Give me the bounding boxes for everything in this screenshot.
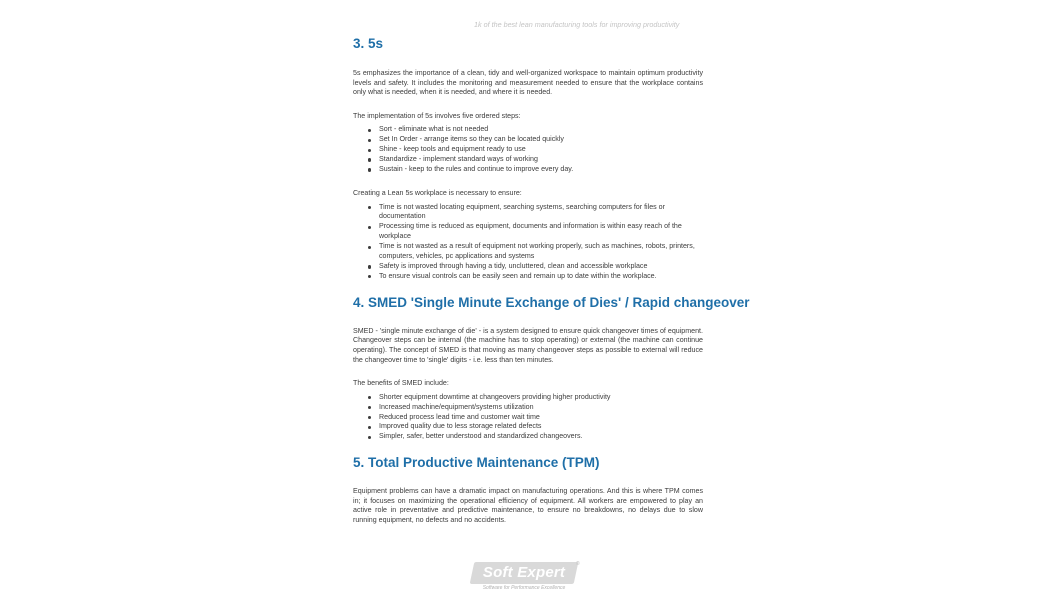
section-heading-smed: 4. SMED 'Single Minute Exchange of Dies' / Rapid changeover — [353, 294, 750, 310]
list-item: Simpler, safer, better understood and standardized changeovers. — [379, 432, 703, 442]
paragraph-smed-benefits-intro: The benefits of SMED include: — [353, 379, 449, 388]
list-item: Time is not wasted as a result of equipment not working properly, such as machines, robots, printers, computers, vehicles, pc applications and systems — [379, 242, 703, 262]
paragraph-5s-intro: 5s emphasizes the importance of a clean, tidy and well-organized workspace to maintain optimum productivity levels and safety. It includes the monitoring and measurement needed to ensure that the workplace contains only what is needed, when it is needed, and where it is needed. — [353, 69, 703, 97]
logo-tagline: Software for Performance Excellence — [482, 585, 566, 591]
paragraph-5s-ensure-intro: Creating a Lean 5s workplace is necessary to ensure: — [353, 188, 522, 197]
list-item: To ensure visual controls can be easily seen and remain up to date within the workplace. — [379, 272, 703, 282]
logo-registered-mark: ® — [576, 561, 580, 567]
logo-wordmark: Soft Expert — [482, 564, 566, 581]
list-item: Improved quality due to less storage related defects — [379, 422, 703, 432]
list-item: Increased machine/equipment/systems utilization — [379, 403, 703, 413]
running-header: 1k of the best lean manufacturing tools for improving productivity — [474, 20, 680, 29]
list-item: Time is not wasted locating equipment, searching systems, searching computers for files or documentation — [379, 203, 703, 223]
section-heading-5s: 3. 5s — [353, 36, 384, 51]
list-item: Shine - keep tools and equipment ready to use — [379, 145, 703, 155]
paragraph-smed-intro: SMED - 'single minute exchange of die' - is a system designed to ensure quick changeover times of equipment. Changeover steps can be internal (the machine has to stop operating) or external (the machine can continue operating). The concept of SMED is that moving as many changeover steps as possible to external will reduce the changeover time to 'single' digits - i.e. less than ten minutes. — [353, 326, 703, 364]
list-item: Shorter equipment downtime at changeovers providing higher productivity — [379, 393, 703, 403]
list-item: Safety is improved through having a tidy, uncluttered, clean and accessible workplace — [379, 262, 703, 272]
list-item: Standardize - implement standard ways of working — [379, 155, 703, 165]
list-item: Set In Order - arrange items so they can be located quickly — [379, 135, 703, 145]
list-item: Sort - eliminate what is not needed — [379, 125, 703, 135]
list-5s-steps — [353, 125, 703, 175]
list-item: Processing time is reduced as equipment, documents and information is within easy reach of the workplace — [379, 222, 703, 242]
document-body — [353, 36, 750, 526]
list-5s-ensure — [353, 203, 703, 282]
section-heading-tpm: 5. Total Productive Maintenance (TPM) — [353, 455, 600, 471]
list-smed-benefits — [353, 393, 703, 443]
list-item: Reduced process lead time and customer wait time — [379, 413, 703, 423]
softexpert-logo — [470, 560, 580, 596]
list-item: Sustain - keep to the rules and continue to improve every day. — [379, 165, 703, 175]
paragraph-tpm-intro: Equipment problems can have a dramatic impact on manufacturing operations. And this is where TPM comes in; it focuses on maximizing the operational efficiency of equipment. All workers are empowered to play an active role in preventative and predictive maintenance, to ensure no breakdowns, no delays due to slow running equipment, no defects and no accidents. — [353, 487, 703, 525]
paragraph-5s-steps-intro: The implementation of 5s involves five ordered steps: — [353, 111, 521, 120]
